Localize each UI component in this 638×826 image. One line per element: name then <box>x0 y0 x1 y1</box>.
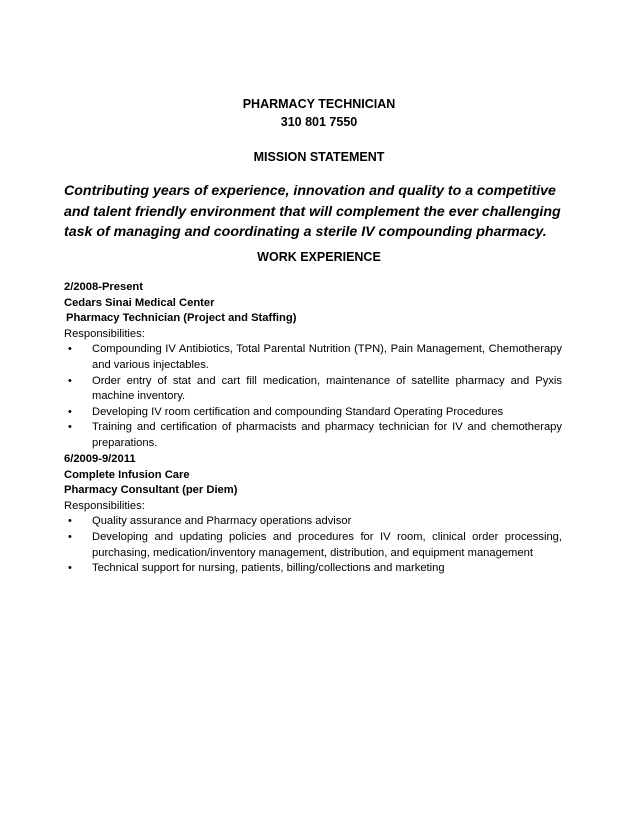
bullet-icon: • <box>68 405 72 418</box>
list-item <box>64 405 562 421</box>
bullet-text: Technical support for nursing, patients, billing/collections and marketing <box>92 562 445 575</box>
list-item <box>64 514 562 530</box>
bullet-icon: • <box>68 343 72 356</box>
list-item <box>64 530 562 561</box>
bullet-text: Quality assurance and Pharmacy operations advisor <box>92 515 352 528</box>
bullet-icon: • <box>68 421 72 434</box>
list-item <box>64 342 562 373</box>
mission-statement: Contributing years of experience, innovation and quality to a competitive and talent friendly environment that will complement the ever challenging task of managing and coordinating a sterile IV compounding pharmacy. <box>64 183 561 240</box>
mission-heading: MISSION STATEMENT <box>253 150 385 164</box>
bullet-text: Compounding IV Antibiotics, Total Parental Nutrition (TPN), Pain Management, Chemotherapy and various injectables. <box>92 343 562 371</box>
bullet-text: Order entry of stat and cart fill medication, maintenance of satellite pharmacy and Pyxis machine inventory. <box>92 374 562 403</box>
work-experience-heading: WORK EXPERIENCE <box>257 250 381 264</box>
job-employer: Complete Infusion Care <box>64 468 190 481</box>
job-entry <box>64 280 574 452</box>
list-item <box>64 561 562 577</box>
responsibilities-label: Responsibilities: <box>64 499 145 512</box>
bullet-text: Developing and updating policies and procedures for IV room, clinical order processing, purchasing, medication/inventory management, distribution, and equipment management <box>92 530 562 559</box>
job-position: Pharmacy Consultant (per Diem) <box>64 484 238 497</box>
bullet-icon: • <box>68 562 72 575</box>
bullet-icon: • <box>68 374 72 387</box>
bullet-text: Developing IV room certification and compounding Standard Operating Procedures <box>92 405 504 418</box>
responsibilities-label: Responsibilities: <box>64 327 145 340</box>
responsibilities-list <box>64 514 574 576</box>
job-title: PHARMACY TECHNICIAN <box>242 97 396 111</box>
job-dates: 6/2009-9/2011 <box>64 453 136 465</box>
list-item <box>64 374 562 405</box>
bullet-icon: • <box>68 530 72 543</box>
bullet-icon: • <box>68 515 72 528</box>
job-position: Pharmacy Technician (Project and Staffing) <box>66 312 297 325</box>
list-item <box>64 420 562 451</box>
job-dates: 2/2008-Present <box>64 281 143 293</box>
job-entry <box>64 452 574 577</box>
job-employer: Cedars Sinai Medical Center <box>64 296 215 309</box>
bullet-text: Training and certification of pharmacists and pharmacy technician for IV and chemotherapy preparations. <box>92 421 562 449</box>
phone-number: 310 801 7550 <box>280 115 358 129</box>
responsibilities-list <box>64 342 574 451</box>
